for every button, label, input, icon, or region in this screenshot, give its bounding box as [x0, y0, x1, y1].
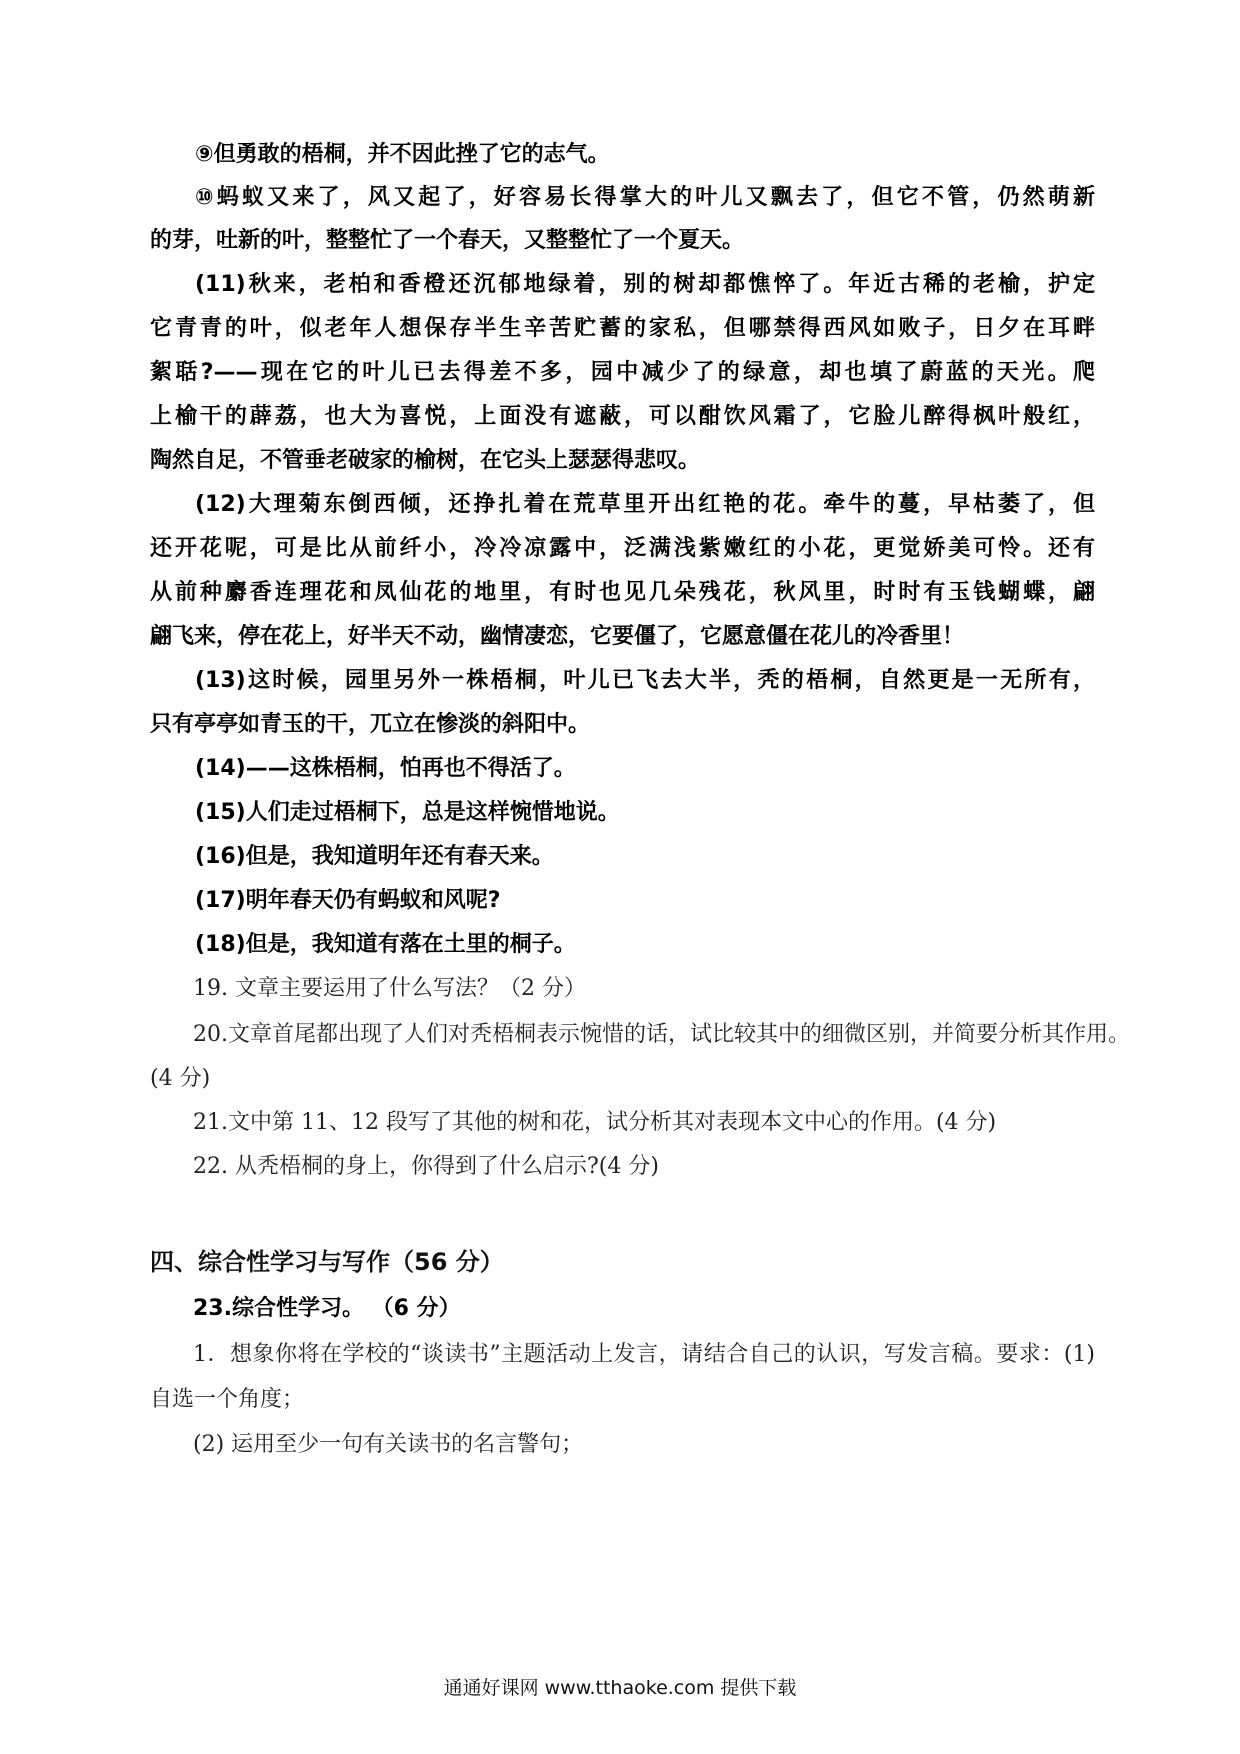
paragraph-14: (14)——这株梧桐，怕再也不得活了。: [195, 756, 576, 781]
paragraph-12-line-4: 翩飞来，停在花上，好半天不动，幽情凄恋，它要僵了，它愿意僵在花儿的冷香里！: [150, 624, 965, 649]
paragraph-17: (17)明年春天仍有蚂蚁和风呢?: [195, 888, 501, 913]
paragraph-11-line-5: 陶然自足，不管垂老破家的榆树，在它头上瑟瑟得悲叹。: [150, 448, 701, 473]
paragraph-11-line-1: (11)秋来，老柏和香橙还沉郁地绿着，别的树却都憔悴了。年近古稀的老榆，护定: [195, 272, 1095, 297]
paragraph-11-line-3: 絮聒?——现在它的叶儿已去得差不多，园中减少了的绿意，却也填了蔚蓝的天光。爬: [150, 360, 1095, 385]
section-4-title: 四、综合性学习与写作（56 分）: [150, 1248, 504, 1276]
item-2: (2) 运用至少一句有关读书的名言警句；: [193, 1432, 584, 1457]
item-1-line-1: 1．想象你将在学校的“谈读书”主题活动上发言，请结合自己的认识，写发言稿。要求：(1): [193, 1342, 1095, 1367]
paragraph-13-line-2: 只有亭亭如青玉的干，兀立在惨淡的斜阳中。: [150, 712, 591, 737]
paragraph-11-line-2: 它青青的叶，似老年人想保存半生辛苦贮蓄的家私，但哪禁得西风如败子，日夕在耳畔: [150, 316, 1095, 341]
item-1-line-2: 自选一个角度；: [150, 1387, 305, 1412]
question-19: 19. 文章主要运用了什么写法？（2 分）: [193, 976, 586, 1001]
question-20-line-1: 20.文章首尾都出现了人们对秃梧桐表示惋惜的话，试比较其中的细微区别，并简要分析其作用。: [193, 1022, 1130, 1047]
footer-watermark: 通通好课网 www.tthaoke.com 提供下载: [443, 1677, 797, 1699]
question-22: 22. 从秃梧桐的身上，你得到了什么启示?(4 分): [193, 1154, 659, 1179]
paragraph-13-line-1: (13)这时候，园里另外一株梧桐，叶儿已飞去大半，秃的梧桐，自然更是一无所有，: [195, 668, 1095, 693]
paragraph-11-line-4: 上榆干的薜荔，也大为喜悦，上面没有遮蔽，可以酣饮风霜了，它脸儿醉得枫叶般红，: [150, 404, 1095, 429]
paragraph-12-line-1: (12)大理菊东倒西倾，还挣扎着在荒草里开出红艳的花。牵牛的蔓，早枯萎了，但: [195, 492, 1095, 517]
paragraph-10-line-1: ⑩蚂蚁又来了，风又起了，好容易长得掌大的叶儿又飘去了，但它不管，仍然萌新: [195, 185, 1095, 210]
paragraph-10-line-2: 的芽，吐新的叶，整整忙了一个春天，又整整忙了一个夏天。: [150, 228, 745, 253]
paragraph-15: (15)人们走过梧桐下，总是这样惋惜地说。: [195, 800, 620, 825]
paragraph-12-line-3: 从前种麝香连理花和凤仙花的地里，有时也见几朵残花，秋风里，时时有玉钱蝴蝶，翩: [150, 580, 1095, 605]
paragraph-16: (16)但是，我知道明年还有春天来。: [195, 844, 554, 869]
paragraph-18: (18)但是，我知道有落在土里的桐子。: [195, 932, 576, 957]
paragraph-12-line-2: 还开花呢，可是比从前纤小，冷冷凉露中，泛满浅紫嫩红的小花，更觉娇美可怜。还有: [150, 536, 1095, 561]
question-20-line-2: (4 分): [150, 1066, 211, 1091]
question-21: 21.文中第 11、12 段写了其他的树和花，试分析其对表现本文中心的作用。(4 分): [193, 1110, 997, 1135]
paragraph-9: ⑨但勇敢的梧桐，并不因此挫了它的志气。: [195, 142, 610, 167]
question-23-title: 23.综合性学习。 （6 分）: [193, 1296, 461, 1321]
